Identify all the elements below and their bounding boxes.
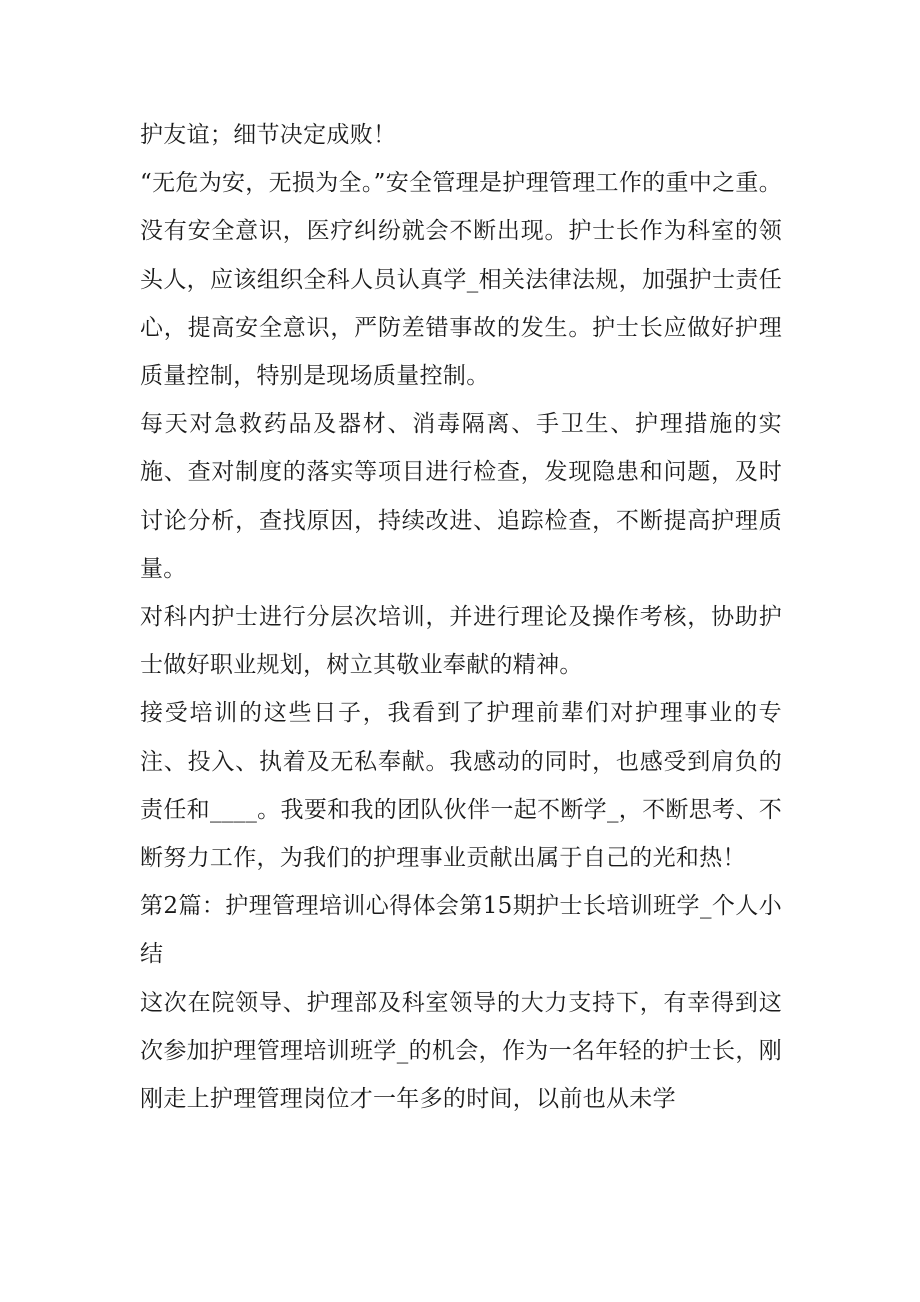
paragraph-training-reflection: 接受培训的这些日子，我看到了护理前辈们对护理事业的专注、投入、执着及无私奉献。我感动的同时，也感受到肩负的责任和____。我要和我的团队伙伴一起不断学_，不断思考、不断努力工作，为我们的护理事业贡献出属于自己的光和热！ — [140, 700, 782, 872]
paragraph-introduction: 这次在院领导、护理部及科室领导的大力支持下，有幸得到这次参加护理管理培训班学_的机会，作为一名年轻的护士长，刚刚走上护理管理岗位才一年多的时间，以前也从未学 — [140, 989, 782, 1113]
paragraph-safety-management: “无危为安，无损为全。”安全管理是护理管理工作的重中之重。没有安全意识，医疗纠纷就会不断出现。护士长作为科室的领头人，应该组织全科人员认真学_相关法律法规，加强护士责任心，提高安全意识，严防差错事故的发生。护士长应做好护理质量控制，特别是现场质量控制。 — [140, 170, 782, 390]
section-heading: 第2篇：护理管理培训心得体会第15期护士长培训班学_个人小结 — [140, 893, 782, 968]
paragraph-daily-inspection: 每天对急救药品及器材、消毒隔离、手卫生、护理措施的实施、查对制度的落实等项目进行检查，发现隐患和问题，及时讨论分析，查找原因，持续改进、追踪检查，不断提高护理质量。 — [140, 411, 782, 582]
paragraph-tiered-training: 对科内护士进行分层次培训，并进行理论及操作考核，协助护士做好职业规划，树立其敬业奉献的精神。 — [140, 604, 782, 679]
document-body — [140, 111, 782, 1123]
paragraph-closing-line: 护友谊；细节决定成败！ — [140, 122, 397, 148]
